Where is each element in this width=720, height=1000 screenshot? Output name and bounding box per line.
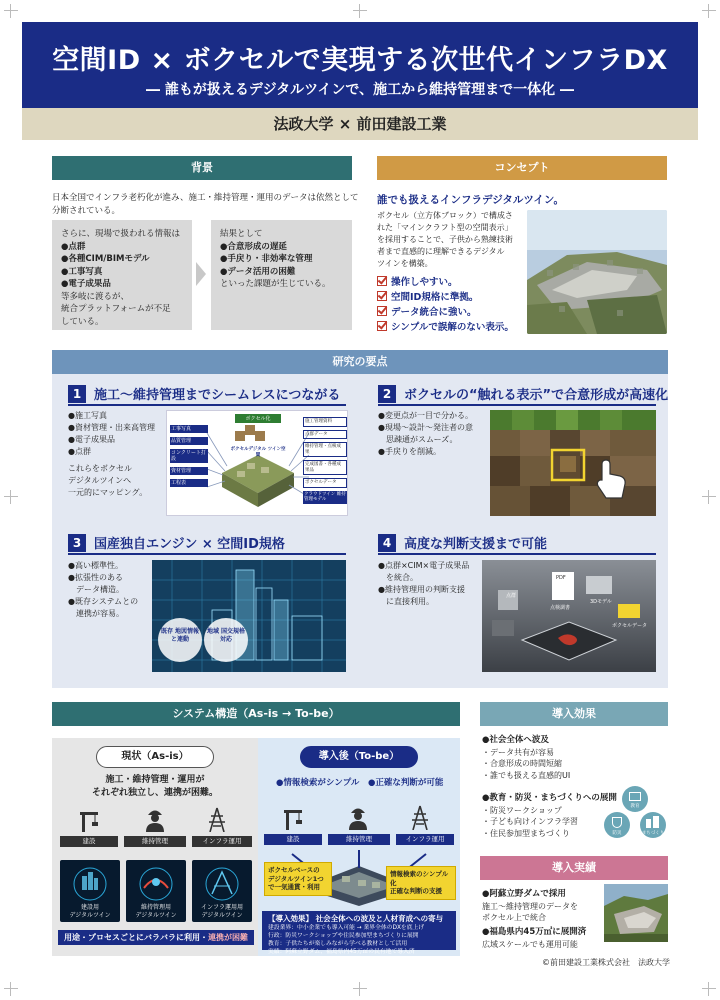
footer-text: 用途・プロセスごとにバラバラに利用・ (64, 933, 208, 942)
tobe-box-right (386, 866, 456, 900)
point-title-text: ボクセルの“触れる表示”で合意形成が高速化 (404, 388, 669, 403)
tobe-point: ●正確な判断が可能 (368, 778, 444, 788)
diagram-label: 施工管理資料 (303, 417, 347, 427)
point-number: 1 (68, 385, 86, 403)
list-item: ・誰でも扱える直感的UI (482, 770, 571, 780)
list-item: ●合意形成の遅延 (220, 241, 287, 252)
partners-band: 法政大学 × 前田建設工業 (22, 108, 698, 140)
crop-mark (702, 982, 716, 996)
list-item: ●手戻りを削減。 (378, 447, 441, 456)
tile-line: 建設用 (80, 904, 99, 911)
divider (378, 553, 656, 555)
results-title: ●福島県内45万㎥に展開済 (482, 927, 587, 937)
concept-title: 誰でも扱えるインフラデジタルツイン。 (377, 194, 565, 206)
concept-line: ツインを構築。 (377, 259, 433, 268)
twin-tile (126, 860, 186, 922)
shield-icon (604, 812, 630, 838)
asis-footer (58, 930, 254, 945)
role-label: 建設 (264, 834, 322, 845)
worker-icon (143, 806, 167, 832)
list-item: ●施工写真 (68, 411, 107, 420)
point-4-bullets (378, 560, 482, 608)
effect-line: 行政：防災ワークショップや住民参加型まちづくりに展開 (268, 933, 419, 939)
tile-line: デジタルツイン (135, 911, 177, 919)
system-heading: システム構造（As-is → To-be） (52, 702, 460, 726)
effects-title: ●教育・防災・まちづくりへの展開 (482, 793, 617, 803)
box-lead: 結果として (220, 229, 263, 239)
transmission-tower-icon (205, 806, 229, 832)
effect-line: 建設業界：中小企業でも導入可能 → 業界全体のDXを底上げ (268, 925, 425, 931)
footer-emphasis: 連携が困難 (208, 933, 248, 942)
icon-label: 教育 (630, 804, 640, 809)
effect-line: 教育：子供たちが楽しみながら学べる教材として活用 (268, 941, 408, 947)
diagram-label: 工程表 (170, 479, 208, 487)
diagram-label: ボクセルデータ (303, 478, 347, 488)
list-item: を統合。 (378, 573, 418, 582)
point-2-title (378, 384, 668, 403)
point-2-bullets (378, 410, 488, 458)
list-item: ●現場～設計～発注者の意 (378, 423, 473, 432)
voxel-dam-image (527, 210, 667, 334)
poster-title: 空間ID × ボクセルで実現する次世代インフラDX (52, 45, 668, 76)
check-label: データ統合に強い。 (391, 306, 477, 318)
diagram-label: 点群 (506, 593, 517, 599)
box-tail: している。 (61, 316, 104, 327)
icon-label: まちづくり (641, 831, 665, 836)
background-heading: 背景 (52, 156, 352, 180)
divider (68, 553, 346, 555)
list-item: ●手戻り・非効率な管理 (220, 254, 313, 264)
tobe-label: 導入後（To-be） (300, 746, 418, 768)
list-item: ●点群×CIM×電子成果品 (378, 561, 470, 570)
box-line: 情報検索のシンプル化 (390, 870, 449, 887)
results-text: 広域スケールでも運用可能 (482, 939, 578, 949)
list-item: ●各種CIM/BIMモデル (61, 254, 150, 264)
spatial-id-image (152, 560, 346, 672)
point-tail: 一元的にマッピング。 (68, 488, 148, 497)
box-tail: といった課題が生じている。 (220, 279, 331, 289)
crane-icon (78, 808, 100, 832)
list-item: ●電子成果品 (61, 279, 111, 289)
effect-title: 【導入効果】 社会全体への波及と人材育成への寄与 (268, 914, 444, 923)
box-lead: さらに、現場で扱われる情報は (61, 229, 181, 239)
point-number: 2 (378, 385, 396, 403)
diagram-label: クラウドツイン 維持管理モデル (304, 491, 346, 502)
check-label: 空間ID規格に準拠。 (391, 291, 479, 303)
list-item: に直接利用。 (378, 597, 434, 606)
list-item: ●高い標準性。 (68, 561, 123, 570)
effects-heading: 導入効果 (480, 702, 668, 726)
check-label: シンプルで誤解のない表示。 (391, 321, 514, 333)
list-item: ・子ども向けインフラ学習 (482, 817, 578, 826)
tile-line: デジタルツイン (69, 911, 111, 919)
role-label: 維持管理 (124, 836, 186, 847)
results-heading: 導入実績 (480, 856, 668, 880)
box-tail: 統合プラットフォームが不足 (61, 304, 171, 314)
check-label: 操作しやすい。 (391, 276, 458, 288)
point-1-bullets (68, 410, 155, 499)
checkbox-icon (377, 306, 387, 316)
check-item (377, 273, 527, 288)
concept-line: を採用することで、子供から熟練技術 (377, 235, 513, 244)
diagram-label: ボクセルデータ (612, 623, 648, 629)
twin-tile (60, 860, 120, 922)
results-item-2 (482, 926, 622, 950)
diagram-left-labels (170, 425, 208, 487)
effects-title: ●社会全体へ波及 (482, 735, 549, 745)
diagram-label: コンクリート打設 (170, 449, 208, 463)
worker-icon (346, 804, 370, 830)
crop-mark (4, 490, 18, 504)
diagram-label: 維持管理・点検成果 (303, 442, 347, 457)
tile-label (60, 904, 120, 919)
results-text: 施工～維持管理のデータを (482, 901, 578, 911)
background-box-issues (211, 220, 352, 330)
effect-line: 実績：阿蘇立野ダム、福島県内45万㎥の民有地で導入済 (268, 949, 415, 955)
tobe-effect-box (262, 911, 456, 955)
crop-mark (702, 4, 716, 18)
tile-label (126, 904, 186, 919)
list-item: ・防災ワークショップ (482, 805, 562, 815)
tobe-box-left (264, 862, 332, 896)
desc-line: 施工・維持管理・運用が (105, 775, 205, 785)
crop-mark (353, 982, 367, 996)
effects-group-1 (482, 734, 668, 781)
asis-desc (56, 774, 254, 800)
list-item: ●点群 (68, 447, 91, 456)
results-text: ボクセル上で統合 (482, 913, 546, 922)
concept-checklist (377, 273, 527, 333)
tile-line: 維持管理用 (140, 904, 171, 911)
arrow-right-icon (196, 262, 206, 286)
town-icon (640, 812, 666, 838)
check-item (377, 303, 527, 318)
point-tail: これらをボクセル (68, 464, 132, 473)
point-title-text: 国産独自エンジン × 空間ID規格 (94, 537, 285, 552)
list-item: ・住民参加型まちづくり (482, 828, 570, 838)
diagram-label: 点群データ (303, 430, 347, 440)
asis-panel (52, 738, 258, 956)
point-4-title (378, 533, 547, 552)
concept-line: 者まで直感的に理解できるデジタル (377, 247, 505, 256)
list-item: データ構造。 (68, 585, 124, 594)
diagram-label: 品質管理 (170, 437, 208, 445)
diagram-label: ボクセル化 (235, 414, 281, 423)
diagram-right-labels (303, 417, 347, 504)
list-item: ・データ共有が容易 (482, 747, 554, 757)
asis-label: 現状（As-is） (96, 746, 214, 768)
dam-site-photo (604, 884, 668, 942)
badge-map-link: 既存 地図情報 と連動 (158, 618, 202, 662)
list-item: 連携が容易。 (68, 609, 124, 618)
divider (68, 404, 346, 406)
diagram-label: 3Dモデル (590, 599, 612, 605)
voxel-touch-image (490, 410, 656, 516)
results-item-1 (482, 888, 602, 924)
list-item: 思疎通がスムーズ。 (378, 435, 458, 444)
diagram-label: 点検調書 (550, 605, 571, 611)
crop-mark (4, 4, 18, 18)
list-item: ●既存システムとの (68, 597, 139, 606)
role-label: インフラ運用 (192, 836, 252, 847)
list-item: ●拡張性のある (68, 573, 123, 582)
badge-standard: 地域 国交規格 対応 (204, 618, 248, 662)
box-tail: 等多岐に渡るが、 (61, 291, 130, 302)
box-line: で一気通貫・利用 (268, 883, 320, 891)
diagram-label: ボクセルデジタル ツイン空間 (230, 447, 286, 458)
role-label: 建設 (60, 836, 118, 847)
list-item: ・合意形成の時間短縮 (482, 759, 562, 768)
copyright: ©前田建設工業株式会社 法政大学 (542, 958, 670, 967)
check-item (377, 288, 527, 303)
poster-subtitle: ― 誰もが扱えるデジタルツインで、施工から維持管理まで一体化 ― (146, 82, 574, 98)
diagram-label: 資材管理 (170, 467, 208, 475)
role-label: 維持管理 (328, 834, 390, 845)
transmission-tower-icon (408, 804, 432, 830)
crop-mark (4, 982, 18, 996)
twin-tile (192, 860, 252, 922)
box-line: ボクセルベースの (268, 866, 320, 874)
concept-line: れた「マインクラフト型の空間表示」 (377, 223, 513, 232)
tile-line: インフラ運用用 (200, 904, 243, 911)
list-item: ●電子成果品 (68, 435, 115, 444)
list-item: ●変更点が一目で分かる。 (378, 411, 473, 420)
research-heading: 研究の要点 (52, 350, 668, 374)
point-number: 4 (378, 534, 396, 552)
diagram-label: 完成図書・各種成果品 (303, 460, 347, 475)
tile-label (192, 904, 252, 919)
checkbox-icon (377, 291, 387, 301)
point-number: 3 (68, 534, 86, 552)
list-item: ●維持管理用の判断支援 (378, 585, 465, 594)
checkbox-icon (377, 276, 387, 286)
decision-support-image (482, 560, 656, 672)
point-title-text: 施工～維持管理までシームレスにつながる (94, 388, 341, 403)
crane-icon (282, 806, 304, 830)
box-line: デジタルツイン1つ (268, 874, 324, 883)
point-title-text: 高度な判断支援まで可能 (404, 537, 548, 552)
divider (378, 404, 656, 406)
seamless-diagram (166, 410, 348, 516)
concept-text (377, 210, 525, 270)
crop-mark (702, 490, 716, 504)
checkbox-icon (377, 321, 387, 331)
point-3-bullets (68, 560, 152, 620)
point-1-title (68, 384, 340, 403)
diagram-label: PDF (556, 575, 566, 581)
concept-line: ボクセル（立方体ブロック）で構成さ (377, 211, 513, 220)
role-label: インフラ運用 (396, 834, 454, 845)
list-item: ●資材管理・出来高管理 (68, 423, 155, 432)
diagram-label: 工事写真 (170, 425, 208, 433)
results-title: ●阿蘇立野ダムで採用 (482, 889, 566, 899)
concept-heading: コンセプト (377, 156, 667, 180)
poster-header (22, 22, 698, 108)
crop-mark (353, 4, 367, 18)
tile-line: デジタルツイン (201, 911, 243, 919)
box-line: 正確な判断の支援 (390, 887, 442, 895)
list-item: ●点群 (61, 241, 86, 252)
check-item (377, 318, 527, 333)
background-intro: 日本全国でインフラ老朽化が進み、施工・維持管理・運用のデータは依然として分断されている。 (52, 193, 359, 216)
tobe-point: ●情報検索がシンプル (276, 778, 360, 788)
desc-line: それぞれ独立し、連携が困難。 (91, 788, 218, 798)
list-item: ●データ活用の困難 (220, 266, 296, 277)
background-box-data (52, 220, 192, 330)
point-tail: デジタルツインへ (68, 476, 132, 485)
list-item: ●工事写真 (61, 266, 103, 277)
point-3-title (68, 533, 285, 552)
icon-label: 防災 (612, 831, 622, 836)
education-icon (622, 786, 648, 812)
